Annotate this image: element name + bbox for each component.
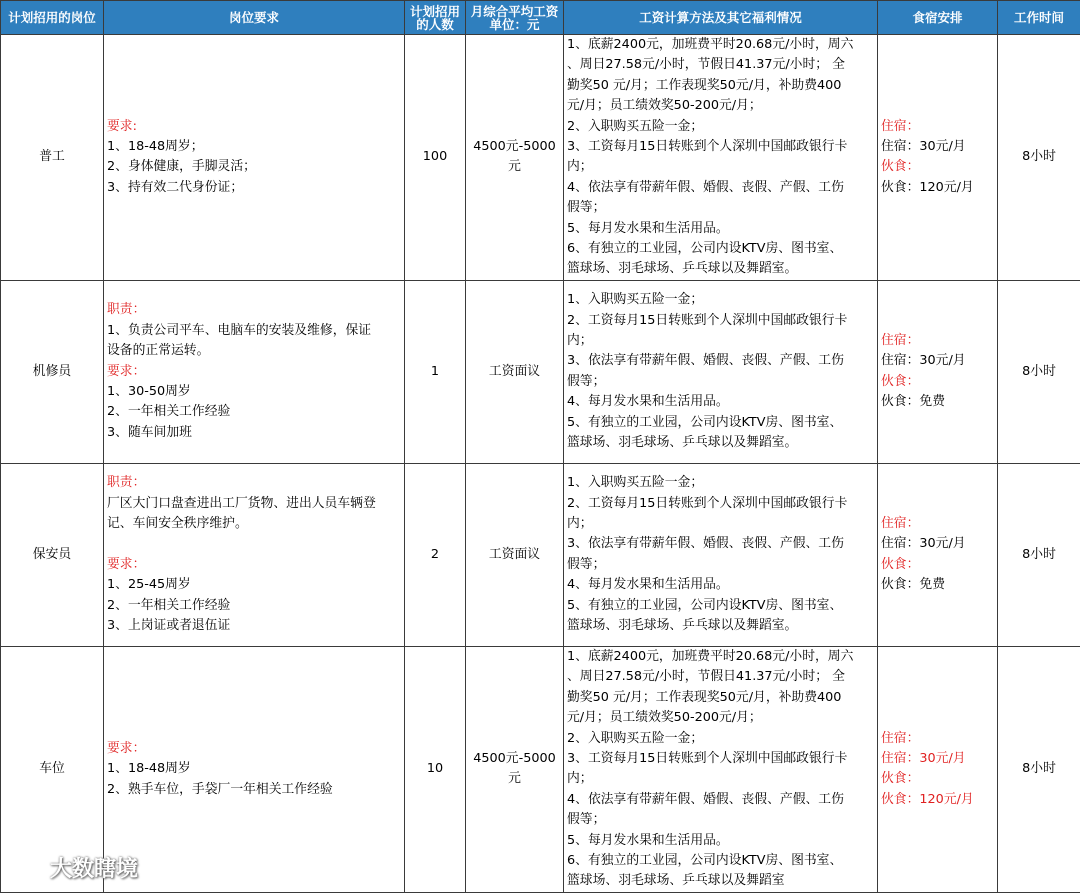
salary-cell [466, 35, 564, 281]
requirements-cell [104, 463, 405, 646]
benefit-line: 6、有独立的工业园，公司内设KTV房、图书室、 [567, 851, 875, 871]
count-cell: 100 [405, 35, 466, 281]
benefit-line: 篮球场、羽毛球场、乒乓球以及舞蹈室。 [567, 616, 875, 636]
req-line: 2、身体健康，手脚灵活； [107, 157, 402, 177]
benefit-line: 2、工资每月15日转账到个人深圳中国邮政银行卡 [567, 311, 875, 331]
benefit-line: 5、有独立的工业园，公司内设KTV房、图书室、 [567, 596, 875, 616]
benefit-line: 6、有独立的工业园，公司内设KTV房、图书室、 [567, 239, 875, 259]
position-cell: 普工 [1, 35, 104, 281]
benefit-line: 4、依法享有带薪年假、婚假、丧假、产假、工伤 [567, 790, 875, 810]
board-line: 住宿： [881, 117, 995, 137]
req-title: 要求： [107, 739, 402, 759]
board-line: 住宿：30元/月 [881, 749, 995, 769]
table-row [1, 35, 1080, 281]
salary-line: 4500元-5000 [466, 749, 563, 769]
board-cell [878, 463, 998, 646]
position-cell: 机修员 [1, 280, 104, 463]
board-line: 伙食：免费 [881, 575, 995, 595]
duty-line: 记、车间安全秩序维护。 [107, 514, 402, 534]
benefit-line: 5、有独立的工业园，公司内设KTV房、图书室、 [567, 413, 875, 433]
benefit-line: 1、底薪2400元，加班费平时20.68元/小时，周六 [567, 647, 875, 667]
benefit-line: 假等； [567, 555, 875, 575]
board-line: 伙食：120元/月 [881, 178, 995, 198]
hours-cell: 8小时 [998, 646, 1080, 892]
board-line: 伙食： [881, 769, 995, 789]
req-title: 要求： [107, 362, 402, 382]
count-cell: 10 [405, 646, 466, 892]
spacer [107, 534, 402, 554]
board-line: 伙食：120元/月 [881, 790, 995, 810]
requirements-cell [104, 35, 405, 281]
duty-line: 设备的正常运转。 [107, 341, 402, 361]
header-salary-line: 月综合平均工资 [466, 5, 563, 18]
benefit-line: 3、工资每月15日转账到个人深圳中国邮政银行卡 [567, 137, 875, 157]
salary-line: 4500元-5000 [466, 137, 563, 157]
benefit-line: 假等； [567, 810, 875, 830]
board-line: 住宿： [881, 514, 995, 534]
benefit-line: 2、工资每月15日转账到个人深圳中国邮政银行卡 [567, 494, 875, 514]
req-line: 1、30-50周岁 [107, 382, 402, 402]
req-line: 2、熟手车位，手袋厂一年相关工作经验 [107, 780, 402, 800]
benefit-line: 4、每月发水果和生活用品。 [567, 575, 875, 595]
benefits-cell [564, 646, 878, 892]
benefit-line: 篮球场、羽毛球场、乒乓球以及舞蹈室。 [567, 433, 875, 453]
board-cell [878, 35, 998, 281]
hours-cell: 8小时 [998, 35, 1080, 281]
benefit-line: 、周日27.58元/小时，节假日41.37元/小时； 全 [567, 55, 875, 75]
benefit-line: 篮球场、羽毛球场、乒乓球以及舞蹈室 [567, 871, 875, 891]
benefit-line: 5、每月发水果和生活用品。 [567, 831, 875, 851]
board-line: 住宿： [881, 331, 995, 351]
table-row [1, 646, 1080, 892]
benefit-line: 1、入职购买五险一金； [567, 290, 875, 310]
table-row [1, 463, 1080, 646]
benefit-line: 4、依法享有带薪年假、婚假、丧假、产假、工伤 [567, 178, 875, 198]
req-line: 1、18-48周岁； [107, 137, 402, 157]
watermark-text: 大数瞎境 [50, 852, 138, 883]
benefits-cell [564, 35, 878, 281]
board-line: 住宿：30元/月 [881, 137, 995, 157]
salary-line: 元 [466, 769, 563, 789]
req-line: 2、一年相关工作经验 [107, 402, 402, 422]
board-cell [878, 646, 998, 892]
watermark [10, 852, 138, 883]
benefit-line: 2、入职购买五险一金； [567, 729, 875, 749]
benefit-line: 、周日27.58元/小时，节假日41.37元/小时； 全 [567, 667, 875, 687]
board-line: 住宿：30元/月 [881, 534, 995, 554]
board-line: 住宿： [881, 729, 995, 749]
benefit-line: 内； [567, 331, 875, 351]
hours-cell: 8小时 [998, 280, 1080, 463]
benefits-cell [564, 280, 878, 463]
req-line: 1、18-48周岁 [107, 759, 402, 779]
benefit-line: 3、依法享有带薪年假、婚假、丧假、产假、工伤 [567, 534, 875, 554]
duty-line: 1、负责公司平车、电脑车的安装及维修，保证 [107, 321, 402, 341]
requirements-cell [104, 646, 405, 892]
header-position: 计划招用的岗位 [1, 1, 104, 35]
req-line: 1、25-45周岁 [107, 575, 402, 595]
duty-title: 职责： [107, 473, 402, 493]
watermark-logo-icon [10, 855, 44, 881]
board-cell [878, 280, 998, 463]
header-row [1, 1, 1080, 35]
header-board: 食宿安排 [878, 1, 998, 35]
header-count-line: 计划招用 [405, 5, 465, 18]
salary-cell: 工资面议 [466, 463, 564, 646]
board-line: 伙食： [881, 157, 995, 177]
header-salary-line: 单位：元 [466, 18, 563, 31]
benefit-line: 内； [567, 514, 875, 534]
header-count [405, 1, 466, 35]
board-line: 伙食： [881, 372, 995, 392]
benefit-line: 1、底薪2400元，加班费平时20.68元/小时，周六 [567, 35, 875, 55]
benefit-line: 假等； [567, 198, 875, 218]
salary-cell: 工资面议 [466, 280, 564, 463]
benefit-line: 5、每月发水果和生活用品。 [567, 219, 875, 239]
count-cell: 2 [405, 463, 466, 646]
benefit-line: 元/月；员工绩效奖50-200元/月； [567, 708, 875, 728]
salary-line: 元 [466, 157, 563, 177]
header-count-line: 的人数 [405, 18, 465, 31]
header-hours: 工作时间 [998, 1, 1080, 35]
benefit-line: 元/月；员工绩效奖50-200元/月； [567, 96, 875, 116]
table-row [1, 280, 1080, 463]
req-line: 2、一年相关工作经验 [107, 596, 402, 616]
board-line: 伙食：免费 [881, 392, 995, 412]
benefit-line: 假等； [567, 372, 875, 392]
req-line: 3、上岗证或者退伍证 [107, 616, 402, 636]
duty-line: 厂区大门口盘查进出工厂货物、进出人员车辆登 [107, 494, 402, 514]
duty-title: 职责： [107, 300, 402, 320]
header-benefits: 工资计算方法及其它福利情况 [564, 1, 878, 35]
benefit-line: 勤奖50 元/月；工作表现奖50元/月，补助费400 [567, 688, 875, 708]
benefit-line: 篮球场、羽毛球场、乒乓球以及舞蹈室。 [567, 259, 875, 279]
benefit-line: 1、入职购买五险一金； [567, 473, 875, 493]
requirements-cell [104, 280, 405, 463]
benefit-line: 内； [567, 769, 875, 789]
hours-cell: 8小时 [998, 463, 1080, 646]
header-salary [466, 1, 564, 35]
benefit-line: 2、入职购买五险一金； [567, 117, 875, 137]
board-line: 伙食： [881, 555, 995, 575]
header-requirements: 岗位要求 [104, 1, 405, 35]
req-title: 要求： [107, 555, 402, 575]
board-line: 住宿：30元/月 [881, 351, 995, 371]
benefit-line: 内； [567, 157, 875, 177]
position-cell: 保安员 [1, 463, 104, 646]
req-line: 3、随车间加班 [107, 423, 402, 443]
benefit-line: 3、依法享有带薪年假、婚假、丧假、产假、工伤 [567, 351, 875, 371]
salary-cell [466, 646, 564, 892]
position-cell: 车位 [1, 646, 104, 892]
benefit-line: 3、工资每月15日转账到个人深圳中国邮政银行卡 [567, 749, 875, 769]
benefits-cell [564, 463, 878, 646]
benefit-line: 勤奖50 元/月；工作表现奖50元/月，补助费400 [567, 76, 875, 96]
benefit-line: 4、每月发水果和生活用品。 [567, 392, 875, 412]
count-cell: 1 [405, 280, 466, 463]
req-title: 要求: [107, 117, 402, 137]
req-line: 3、持有效二代身份证； [107, 178, 402, 198]
